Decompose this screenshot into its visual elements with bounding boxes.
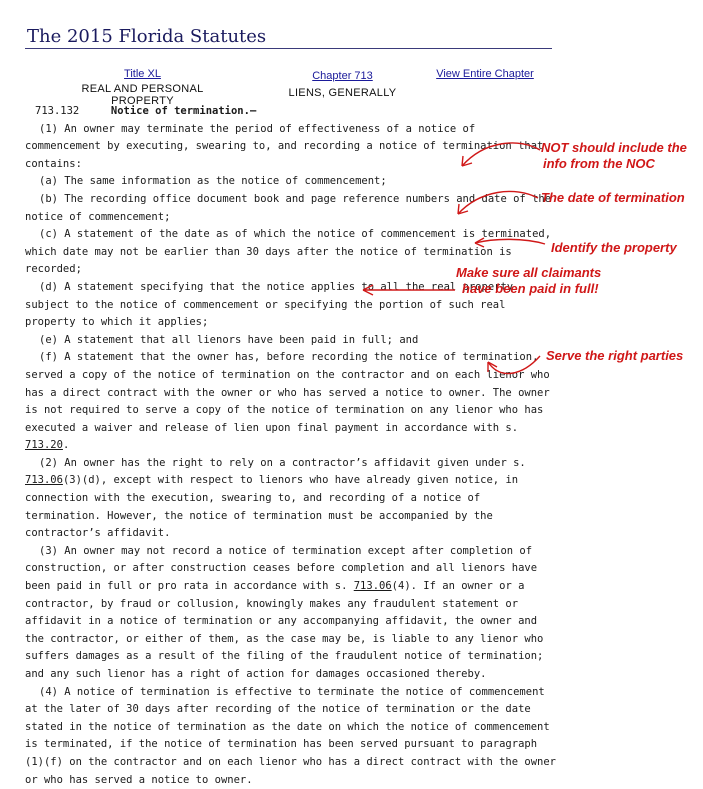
arrow-noc-info (462, 143, 540, 166)
subsection-3-rest: (4). If an owner or a contractor, by fraud or collusion, knowingly makes any fraudulent statement or affidavit in a notice of termination or any accompanying affidavit, the owner and the contractor, or either of them, as the case may be, is liable to any lienor who suffers damages as a result of the filing of the fraudulent notice of termination; and any such lienor has a right of action for damages occasioned thereby. (25, 580, 544, 680)
arrow-property (475, 239, 545, 244)
annotation-noc-info-line1: NOT should include the (541, 140, 687, 155)
page-title: The 2015 Florida Statutes (27, 26, 267, 47)
section-number: 713.132 (35, 105, 80, 117)
statute-link-713-06-4[interactable]: 713.06 (353, 580, 392, 593)
chapter-link[interactable]: Chapter 713 (312, 70, 373, 82)
annotation-serve-parties: Serve the right parties (546, 348, 684, 363)
statute-link-713-06[interactable]: 713.06 (25, 474, 63, 487)
annotation-claimants-line2: have been paid in full! (462, 281, 599, 296)
arrow-date-termination (458, 191, 538, 214)
paragraph-c: (c) A statement of the date as of which the notice of commencement is terminated, which date may not be earlier than 30 days after the notice of termination is recorded; (25, 228, 552, 276)
paragraph-e: (e) A statement that all lienors have been paid in full; and (39, 333, 419, 346)
annotation-claimants-paid (456, 265, 601, 297)
subsection-4: (4) A notice of termination is effective to terminate the notice of commencement at the later of 30 days after recording of the notice of termination or the date stated in the notice of termination as the date on which the notice of commencement is terminated, if the notice of termination has been served pursuant to paragraph (1)(f) on the contractor and on each lienor who has a direct contract with the owner or who has served a notice to owner. (25, 685, 557, 786)
annotation-identify-property: Identify the property (551, 240, 677, 255)
paragraph-d: (d) A statement specifying that the notice applies to all the real property subject to the notice of commencement or specifying the portion of such real property to which it applies; (25, 280, 514, 329)
view-entire-chapter-link[interactable]: View Entire Chapter (436, 68, 534, 80)
annotation-noc-info (541, 140, 687, 172)
title-subtitle: REAL AND PERSONAL PROPERTY (81, 83, 204, 107)
subsection-3-text: (3) An owner may not record a notice of termination except after completion of construction, or after construction ceases before completion and all lienors have been paid in full or pro rata in accordance with s. (25, 544, 538, 593)
paragraph-a: (a) The same information as the notice of commencement; (39, 175, 387, 188)
subsection-1: (1) An owner may terminate the period of effectiveness of a notice of commencement by executing, swearing to, and recording a notice of termination that contains: (25, 122, 544, 170)
paragraph-f-text: (f) A statement that the owner has, before recording the notice of termination, served a copy of the notice of termination on the contractor and on each lienor who has a direct contract with the owner or who has served a notice to owner. The owner is not required to serve a copy of the notice of termination on any lienor who has executed a waiver and release of lien upon final payment in accordance with s. (25, 351, 550, 434)
arrow-serve-parties (488, 356, 540, 373)
annotation-claimants-line1: Make sure all claimants (456, 265, 602, 280)
annotation-noc-info-line2: info from the NOC (543, 156, 655, 171)
statute-link-713-20[interactable]: 713.20 (25, 439, 63, 452)
subsection-2-text: (2) An owner has the right to rely on a contractor’s affidavit given under s. (39, 456, 526, 469)
section-name: Notice of termination.— (110, 105, 257, 117)
title-link[interactable]: Title XL (124, 68, 161, 80)
chapter-subtitle: LIENS, GENERALLY (288, 87, 397, 99)
paragraph-f-end: . (62, 439, 70, 452)
subsection-2-rest: (3)(d), except with respect to lienors who have already given notice, in connection with the execution, swearing to, and recording of a notice of termination. However, the notice of termination must be accompanied by the contractor’s affidavit. (25, 474, 519, 540)
paragraph-b: (b) The recording office document book and page reference numbers and date of the notice of commencement; (25, 192, 552, 223)
annotation-date-termination: The date of termination (541, 190, 685, 205)
